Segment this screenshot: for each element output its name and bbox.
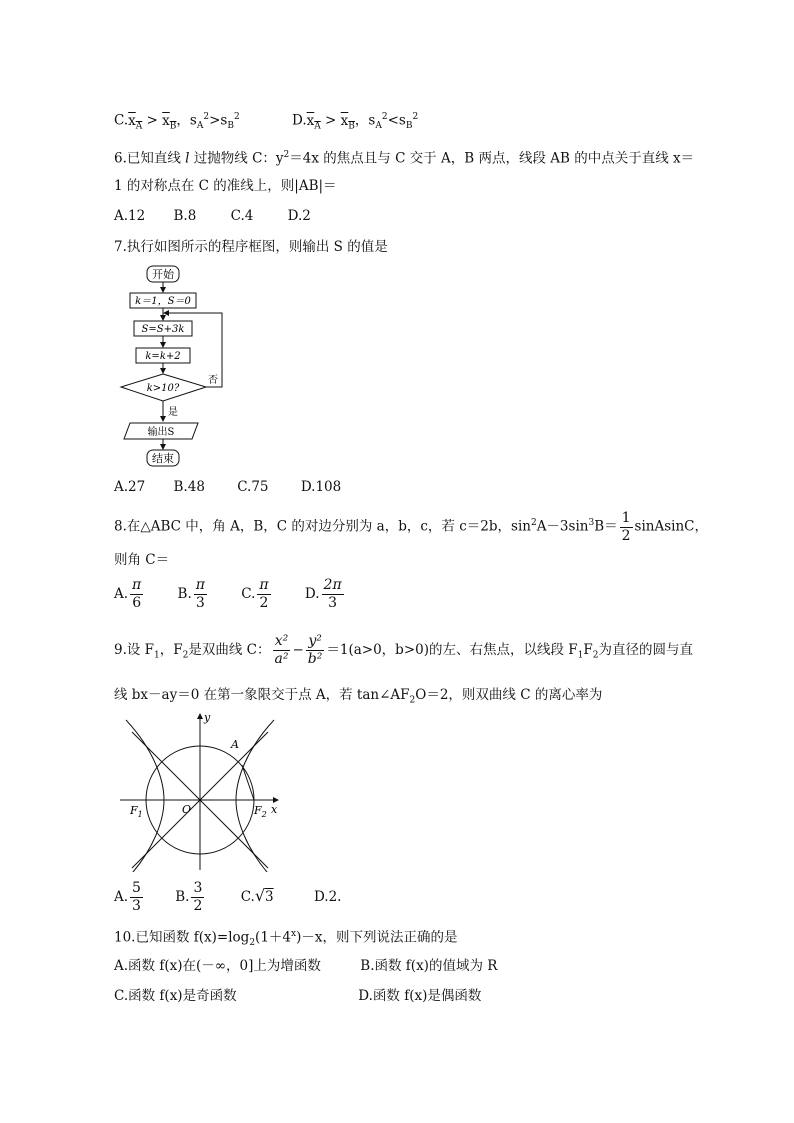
q7-option-d[interactable]: D.108 <box>300 479 342 495</box>
q9-stem-line1: 9.设 $F_1$，$F_2$是双曲线 C： $\frac{\text{x²}}{\text{a²}}$ − $\frac{\text{y²}}{\text{b²}}$ ＝1(a>0，b>0)的左、右焦点，以线段 $F_1F_2$为直径的圆与直 <box>114 633 693 667</box>
q6-option-b[interactable]: B.8 <box>173 208 197 224</box>
q8-options <box>114 574 346 614</box>
q9-option-c[interactable]: C.√3 <box>240 886 274 905</box>
q10-option-c[interactable]: C.函数 f(x)是奇函数 <box>114 988 237 1004</box>
q7-option-c[interactable]: C.75 <box>237 479 269 495</box>
q7-flowchart <box>118 263 230 471</box>
q6-options <box>114 207 311 225</box>
q6-option-c[interactable]: C.4 <box>230 208 254 224</box>
segment-AF2 <box>242 765 254 800</box>
q8-fraction: $\frac{1}{2}$ <box>621 509 631 544</box>
q9-hyperbola-figure <box>118 710 284 872</box>
q10-options-row1 <box>114 957 497 975</box>
flow-end-label: 结束 <box>152 452 174 465</box>
q9-option-a[interactable]: A. $\frac{5}{3}$ <box>114 880 141 914</box>
q7-options <box>114 478 341 496</box>
flow-condition-label: k>10? <box>146 383 180 394</box>
flow-no-label: 否 <box>208 375 218 386</box>
point-A-label: A <box>231 738 239 751</box>
q5-options-line <box>114 108 418 135</box>
y-axis-label: y <box>204 711 211 724</box>
q9-stem-line2: 线 bx－ay＝0 在第一象限交于点 A，若 $\tan\angle AF_2O=2$，则双曲线 C 的离心率为 <box>114 687 603 706</box>
hyperbola-right-branch <box>236 720 274 872</box>
hyperbola-left-branch <box>126 720 164 872</box>
q10-option-d[interactable]: D.函数 f(x)是偶函数 <box>358 988 482 1004</box>
q7-stem: 7.执行如图所示的程序框图，则输出 S 的值是 <box>114 239 388 255</box>
focus-F1-label: $F_1$ <box>130 804 143 819</box>
q5-option-c[interactable]: $C.x_A > x_B$，$s_A^2>s_B^2$ <box>114 112 240 132</box>
q8-stem-line2: 则角 C＝ <box>114 552 170 568</box>
q6-stem-line2: 1 的对称点在 C 的准线上，则|AB|＝ <box>114 178 337 194</box>
q6-option-a[interactable]: A.12 <box>114 208 146 224</box>
q6-stem-line1: 6.已知直线 l 过抛物线 C：$y^2=4x$ 的焦点且与 C 交于 A，B 两点，线段 AB 的中点关于直线 x＝ <box>114 150 695 167</box>
q8-option-b[interactable]: B. $\frac{\pi}{3}$ <box>177 577 205 611</box>
q9-option-b[interactable]: B. $\frac{3}{2}$ <box>175 880 203 914</box>
q8-option-c[interactable]: C. $\frac{\pi}{2}$ <box>241 577 269 611</box>
flow-step1-label: S=S+3k <box>141 324 185 335</box>
q8-stem-line1: 8.在△ABC 中，角 A，B，C 的对边分别为 a，b，c，若 c＝2b，$\sin^2A-3\sin^3B=$ $\frac{1}{2}$ sinAsinC， <box>114 509 709 544</box>
q10-option-b[interactable]: B.函数 f(x)的值域为 R <box>360 958 498 974</box>
q10-stem: 10.已知函数 $f(x)=\log_2(1+4^x)-x$，则下列说法正确的是 <box>114 929 458 949</box>
origin-label: O <box>182 803 192 816</box>
q8-option-d[interactable]: D. $\frac{2\pi}{3}$ <box>304 577 342 611</box>
flow-start-label: 开始 <box>152 268 174 281</box>
q10-options-row2 <box>114 987 481 1005</box>
q9-options <box>114 876 341 917</box>
q7-option-a[interactable]: A.27 <box>114 479 146 495</box>
flow-output-label: 输出S <box>147 427 175 438</box>
q8-option-a[interactable]: A. $\frac{\pi}{6}$ <box>114 577 142 611</box>
focus-F2-label: $F_2$ <box>254 804 267 819</box>
q5-option-d[interactable]: $D.x_A > x_B$，$s_A^2<s_B^2$ <box>292 112 419 132</box>
flow-yes-label: 是 <box>168 407 178 418</box>
q7-option-b[interactable]: B.48 <box>173 479 205 495</box>
q6-option-d[interactable]: D.2 <box>287 208 311 224</box>
q9-option-d[interactable]: D.2. <box>313 889 342 905</box>
q10-option-a[interactable]: A.函数 f(x)在(－∞，0]上为增函数 <box>114 958 321 974</box>
flow-init-label: k＝1，S＝0 <box>135 296 191 307</box>
x-axis-label: x <box>271 803 278 816</box>
flow-step2-label: k=k+2 <box>145 351 181 362</box>
